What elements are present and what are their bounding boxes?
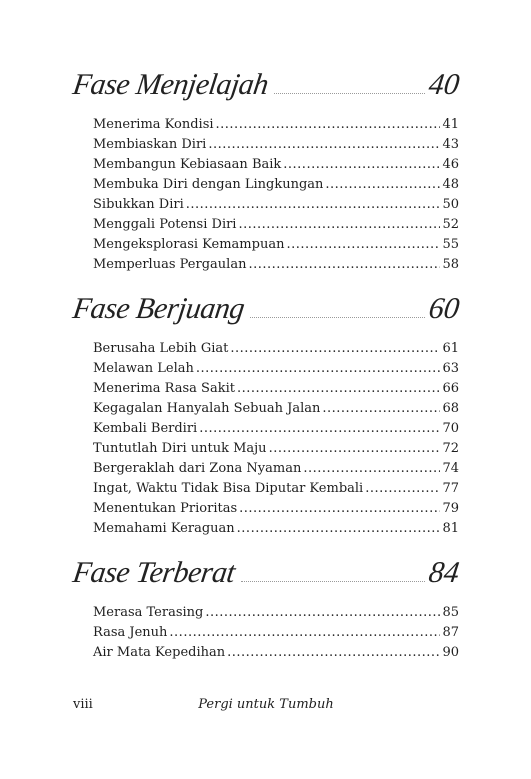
toc-entry[interactable] bbox=[93, 603, 459, 623]
dot-leader bbox=[186, 195, 441, 215]
dot-leader bbox=[250, 316, 425, 318]
entry-page-number: 90 bbox=[442, 645, 459, 660]
dot-leader bbox=[286, 235, 440, 255]
dot-leader bbox=[227, 643, 440, 663]
entry-title: Berusaha Lebih Giat bbox=[93, 341, 229, 356]
entry-page-number: 46 bbox=[442, 157, 459, 172]
toc-entry[interactable] bbox=[93, 623, 459, 643]
section-page-number: 60 bbox=[426, 292, 462, 325]
entry-page-number: 72 bbox=[442, 441, 459, 456]
toc-entry[interactable] bbox=[93, 215, 459, 235]
dot-leader bbox=[303, 459, 440, 479]
entry-title: Melawan Lelah bbox=[93, 361, 194, 376]
dot-leader bbox=[230, 339, 440, 359]
entry-title: Menggali Potensi Diri bbox=[93, 217, 237, 232]
entry-page-number: 52 bbox=[442, 217, 459, 232]
toc-section-berjuang bbox=[70, 284, 462, 539]
footer-page-number: viii bbox=[73, 697, 93, 712]
dot-leader bbox=[196, 359, 441, 379]
toc-entry[interactable] bbox=[93, 643, 459, 663]
dot-leader bbox=[365, 479, 440, 499]
entry-page-number: 68 bbox=[442, 401, 459, 416]
entry-page-number: 55 bbox=[442, 237, 459, 252]
entry-list bbox=[93, 603, 459, 663]
dot-leader bbox=[269, 439, 441, 459]
section-page-number: 40 bbox=[426, 68, 462, 101]
entry-title: Membiaskan Diri bbox=[93, 137, 207, 152]
entry-title: Sibukkan Diri bbox=[93, 197, 184, 212]
toc-entry[interactable] bbox=[93, 499, 459, 519]
dot-leader bbox=[205, 603, 440, 623]
toc-entry[interactable] bbox=[93, 339, 459, 359]
toc-entry[interactable] bbox=[93, 359, 459, 379]
entry-list bbox=[93, 339, 459, 539]
toc-entry[interactable] bbox=[93, 459, 459, 479]
entry-title: Kegagalan Hanyalah Sebuah Jalan bbox=[93, 401, 321, 416]
dot-leader bbox=[238, 215, 440, 235]
entry-title: Mengeksplorasi Kemampuan bbox=[93, 237, 285, 252]
dot-leader bbox=[239, 499, 440, 519]
dot-leader bbox=[322, 399, 440, 419]
section-title: Fase Menjelajah bbox=[70, 68, 271, 101]
toc-entry[interactable] bbox=[93, 195, 459, 215]
entry-page-number: 66 bbox=[442, 381, 459, 396]
entry-title: Bergeraklah dari Zona Nyaman bbox=[93, 461, 302, 476]
dot-leader bbox=[241, 580, 425, 582]
dot-leader bbox=[248, 255, 440, 275]
toc-entry[interactable] bbox=[93, 135, 459, 155]
entry-title: Ingat, Waktu Tidak Bisa Diputar Kembali bbox=[93, 481, 364, 496]
entry-page-number: 50 bbox=[442, 197, 459, 212]
dot-leader bbox=[208, 135, 440, 155]
entry-title: Menerima Rasa Sakit bbox=[93, 381, 235, 396]
dot-leader bbox=[274, 92, 425, 94]
toc-section-menjelajah bbox=[70, 60, 462, 275]
entry-page-number: 48 bbox=[442, 177, 459, 192]
entry-title: Menentukan Prioritas bbox=[93, 501, 238, 516]
toc-entry[interactable] bbox=[93, 519, 459, 539]
entry-page-number: 63 bbox=[442, 361, 459, 376]
dot-leader bbox=[216, 115, 441, 135]
section-heading bbox=[70, 284, 462, 325]
toc-entry[interactable] bbox=[93, 479, 459, 499]
dot-leader bbox=[325, 175, 440, 195]
dot-leader bbox=[237, 519, 441, 539]
section-heading bbox=[70, 548, 462, 589]
entry-title: Memahami Keraguan bbox=[93, 521, 235, 536]
toc-entry[interactable] bbox=[93, 115, 459, 135]
entry-title: Menerima Kondisi bbox=[93, 117, 214, 132]
section-title: Fase Terberat bbox=[70, 556, 237, 589]
dot-leader bbox=[283, 155, 440, 175]
toc-entry[interactable] bbox=[93, 379, 459, 399]
toc-entry[interactable] bbox=[93, 155, 459, 175]
toc-entry[interactable] bbox=[93, 399, 459, 419]
dot-leader bbox=[237, 379, 440, 399]
entry-page-number: 79 bbox=[442, 501, 459, 516]
footer-book-title: Pergi untuk Tumbuh bbox=[198, 697, 334, 712]
section-heading bbox=[70, 60, 462, 101]
entry-page-number: 58 bbox=[442, 257, 459, 272]
toc-entry[interactable] bbox=[93, 439, 459, 459]
entry-page-number: 61 bbox=[442, 341, 459, 356]
entry-list bbox=[93, 115, 459, 275]
entry-page-number: 74 bbox=[442, 461, 459, 476]
entry-title: Kembali Berdiri bbox=[93, 421, 198, 436]
entry-title: Membangun Kebiasaan Baik bbox=[93, 157, 282, 172]
toc-entry[interactable] bbox=[93, 255, 459, 275]
entry-title: Tuntutlah Diri untuk Maju bbox=[93, 441, 267, 456]
entry-page-number: 81 bbox=[442, 521, 459, 536]
entry-page-number: 77 bbox=[442, 481, 459, 496]
entry-title: Membuka Diri dengan Lingkungan bbox=[93, 177, 324, 192]
entry-page-number: 43 bbox=[442, 137, 459, 152]
entry-page-number: 41 bbox=[442, 117, 459, 132]
dot-leader bbox=[169, 623, 440, 643]
section-page-number: 84 bbox=[426, 556, 462, 589]
section-title: Fase Berjuang bbox=[70, 292, 247, 325]
entry-page-number: 85 bbox=[442, 605, 459, 620]
toc-section-terberat bbox=[70, 548, 462, 663]
toc-entry[interactable] bbox=[93, 235, 459, 255]
entry-page-number: 87 bbox=[442, 625, 459, 640]
toc-entry[interactable] bbox=[93, 175, 459, 195]
entry-title: Rasa Jenuh bbox=[93, 625, 168, 640]
entry-title: Merasa Terasing bbox=[93, 605, 204, 620]
entry-title: Air Mata Kepedihan bbox=[93, 645, 226, 660]
entry-title: Memperluas Pergaulan bbox=[93, 257, 247, 272]
toc-entry[interactable] bbox=[93, 419, 459, 439]
dot-leader bbox=[199, 419, 440, 439]
entry-page-number: 70 bbox=[442, 421, 459, 436]
